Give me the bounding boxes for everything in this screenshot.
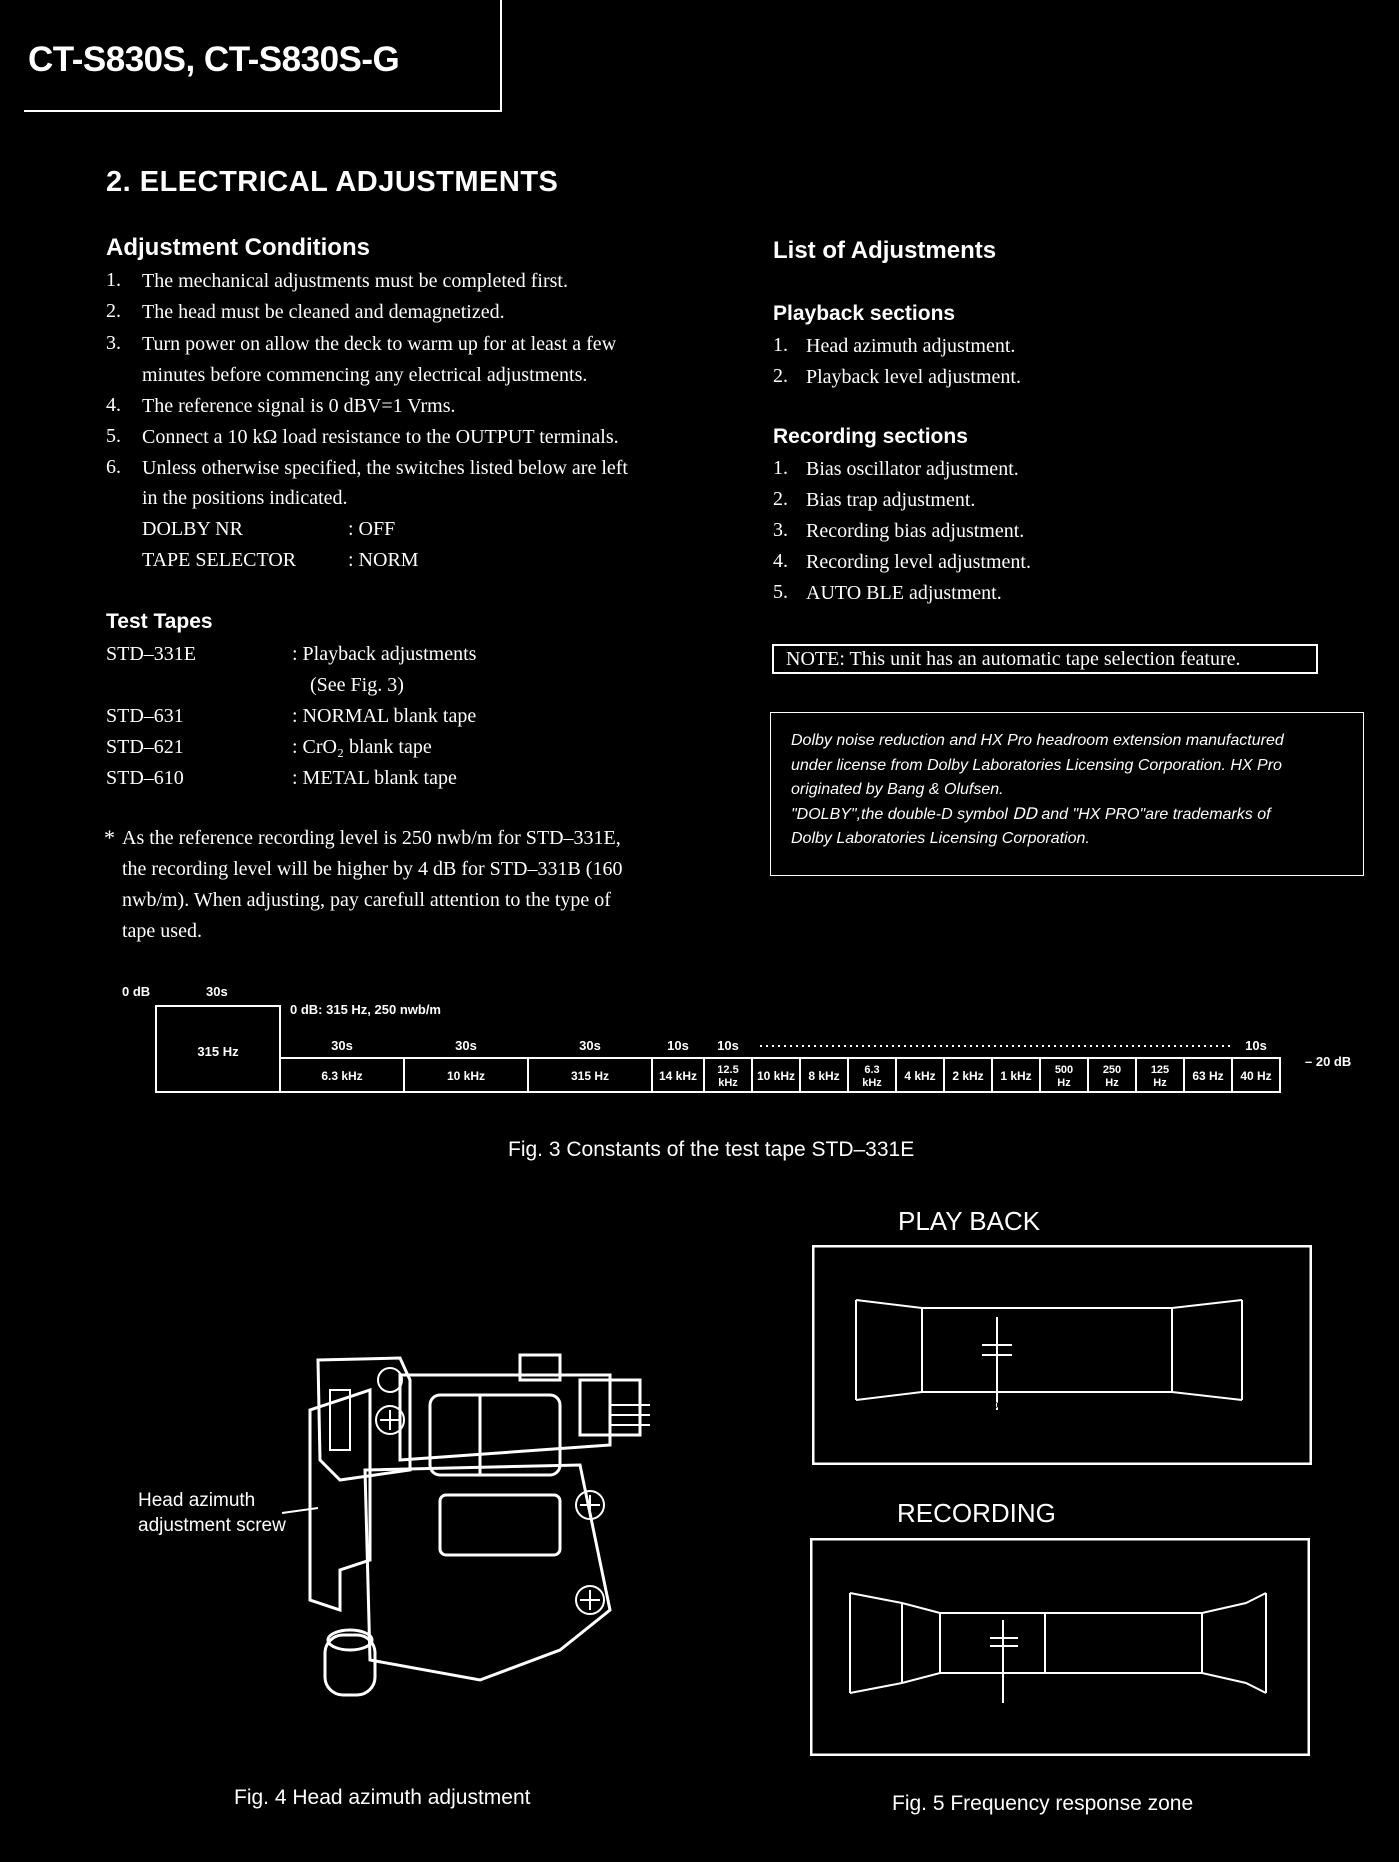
segment-freq: 500 bbox=[1054, 1064, 1074, 1076]
dolby-notice bbox=[770, 712, 1364, 876]
recording-title: RECORDING bbox=[897, 1498, 1056, 1528]
fig5-caption: Fig. 5 Frequency response zone bbox=[892, 1792, 1194, 1815]
rec-db: 3dB bbox=[908, 1636, 930, 1651]
switch-value: : OFF bbox=[348, 518, 396, 540]
rec-db: 1dB bbox=[1008, 1621, 1030, 1636]
cond-line: Turn power on allow the deck to warm up for at least a few bbox=[142, 333, 617, 355]
adj-item: Bias oscillator adjustment. bbox=[806, 458, 1019, 480]
tape-desc: : CrO₂ blank tape bbox=[292, 736, 432, 758]
segment-freq-unit: Hz bbox=[1057, 1077, 1071, 1089]
adj-item: Head azimuth adjustment. bbox=[806, 335, 1016, 357]
switch-name: TAPE SELECTOR bbox=[142, 549, 297, 571]
rec-db: 2dB bbox=[1050, 1636, 1072, 1651]
head-label bbox=[138, 1488, 286, 1538]
segment-freq: 14 kHz bbox=[658, 1069, 698, 1083]
adj-item: Recording level adjustment. bbox=[806, 551, 1031, 573]
cond-num: 3. bbox=[106, 332, 121, 354]
playback-heading: Playback sections bbox=[773, 302, 956, 325]
pb-label: 10kHz bbox=[1150, 1288, 1185, 1303]
playback-title: PLAY BACK bbox=[898, 1206, 1041, 1236]
auto-tape-note: NOTE: This unit has an automatic tape selection feature. bbox=[772, 644, 1318, 674]
cond-num: 6. bbox=[106, 456, 121, 478]
cond-num: 4. bbox=[106, 394, 121, 416]
ref-note: 0 dB: 315 Hz, 250 nwb/m bbox=[290, 1002, 441, 1017]
segment-freq: 4 kHz bbox=[904, 1069, 936, 1083]
pb-calibration: Calibration point, 315Hz bbox=[924, 1396, 1054, 1411]
cond-num: 1. bbox=[106, 269, 121, 291]
adj-num: 1. bbox=[773, 334, 788, 356]
pb-label: 14kHz bbox=[1210, 1283, 1245, 1298]
segment-time: 30s bbox=[579, 1038, 601, 1053]
dolby-line: Dolby noise reduction and HX Pro headroom extension manufactured bbox=[791, 732, 1284, 749]
segment-freq-unit: kHz bbox=[718, 1077, 738, 1089]
test-tapes-heading: Test Tapes bbox=[106, 610, 213, 633]
adj-num: 2. bbox=[773, 488, 788, 510]
pb-db: 3dB bbox=[1180, 1343, 1202, 1358]
head-label-line: Head azimuth bbox=[138, 1490, 256, 1511]
recording-heading: Recording sections bbox=[773, 425, 968, 448]
pb-label: 100Hz bbox=[914, 1285, 949, 1300]
dolby-line: "DOLBY",the double-D symbol ⅮⅮ and "HX PRO"are trademarks of bbox=[791, 805, 1271, 823]
segment-freq: 10 kHz bbox=[756, 1069, 796, 1083]
adj-item: Bias trap adjustment. bbox=[806, 489, 976, 511]
segment-freq: 315 Hz bbox=[570, 1069, 610, 1083]
adj-num: 1. bbox=[773, 457, 788, 479]
switch-value: : NORM bbox=[348, 549, 419, 571]
tape-desc: : Playback adjustments bbox=[292, 643, 477, 665]
rec-db: 5dB bbox=[856, 1636, 878, 1651]
head-lower bbox=[440, 1495, 560, 1555]
adjustments-heading: List of Adjustments bbox=[773, 237, 997, 264]
tape-constants-diagram bbox=[120, 984, 1370, 1124]
model-title: CT-S830S, CT-S830S-G bbox=[28, 40, 400, 79]
section-title: 2. ELECTRICAL ADJUSTMENTS bbox=[106, 166, 559, 198]
cond-line: Connect a 10 kΩ load resistance to the OUTPUT terminals. bbox=[142, 426, 619, 448]
rec-calibration: Calibration point, 400Hz NR on. bbox=[910, 1698, 1081, 1713]
head-assembly-illustration bbox=[280, 1350, 680, 1700]
tape-segments bbox=[156, 1006, 1280, 1092]
segment-freq-unit: Hz bbox=[1153, 1077, 1167, 1089]
rec-label: 10kHz bbox=[1174, 1580, 1209, 1595]
tape-constants-figure bbox=[120, 984, 1370, 1124]
rec-db: 5dB bbox=[1272, 1636, 1294, 1651]
cond-line: Unless otherwise specified, the switches listed below are left bbox=[142, 457, 628, 479]
first-time: 30s bbox=[206, 984, 228, 999]
segment-time: 30s bbox=[331, 1038, 353, 1053]
dolby-line: Dolby Laboratories Licensing Corporation. bbox=[791, 830, 1090, 847]
rec-label: 250Hz bbox=[930, 1590, 965, 1605]
segment-time: 10s bbox=[667, 1038, 689, 1053]
cond-line: The reference signal is 0 dBV=1 Vrms. bbox=[142, 395, 456, 417]
tape-id: STD–610 bbox=[106, 767, 184, 789]
head-face bbox=[430, 1395, 560, 1475]
level-minus20: – 20 dB bbox=[1305, 1054, 1352, 1069]
rec-label: 50Hz bbox=[834, 1566, 863, 1581]
note-line: As the reference recording level is 250 nwb/m for STD–331E, bbox=[122, 827, 621, 849]
cond-line: The head must be cleaned and demagnetized. bbox=[142, 301, 505, 323]
spring-icon bbox=[610, 1405, 650, 1425]
note-line: the recording level will be higher by 4 dB for STD–331B (160 bbox=[122, 858, 623, 880]
segment-freq: 250 bbox=[1102, 1064, 1122, 1076]
conditions-heading: Adjustment Conditions bbox=[106, 234, 370, 261]
segment-freq: 315 Hz bbox=[197, 1044, 239, 1059]
pb-db: 4dB bbox=[1248, 1343, 1270, 1358]
switch-name: DOLBY NR bbox=[142, 518, 243, 540]
pb-db: 4dB bbox=[868, 1343, 890, 1358]
dolby-line: originated by Bang & Olufsen. bbox=[791, 781, 1004, 798]
segment-freq: 125 bbox=[1150, 1064, 1170, 1076]
pb-db: 3dB bbox=[928, 1343, 950, 1358]
adj-item: Playback level adjustment. bbox=[806, 366, 1021, 388]
tape-desc: (See Fig. 3) bbox=[310, 674, 404, 696]
segment-time: 10s bbox=[717, 1038, 739, 1053]
head-label-line: adjustment screw bbox=[138, 1515, 286, 1536]
note-line: nwb/m). When adjusting, pay carefull attention to the type of bbox=[122, 889, 611, 911]
segment-freq-unit: Hz bbox=[1105, 1077, 1119, 1089]
recording-lower-limit bbox=[850, 1673, 1266, 1693]
segment-freq: 63 Hz bbox=[1192, 1069, 1224, 1083]
leader-line bbox=[282, 1508, 318, 1513]
cond-line: in the positions indicated. bbox=[142, 487, 348, 509]
segment-freq: 6.3 bbox=[864, 1064, 880, 1076]
fig4-caption: Fig. 4 Head azimuth adjustment bbox=[234, 1786, 531, 1809]
adj-num: 3. bbox=[773, 519, 788, 541]
rec-label: 5kHz bbox=[1036, 1590, 1065, 1605]
rec-label: 15kHz bbox=[1228, 1566, 1263, 1581]
pb-label: 50Hz bbox=[844, 1267, 873, 1282]
tape-id: STD–631 bbox=[106, 705, 184, 727]
capstan-top bbox=[328, 1630, 372, 1650]
adj-num: 2. bbox=[773, 365, 788, 387]
segment-freq: 6.3 kHz bbox=[321, 1069, 363, 1083]
tape-desc: : METAL blank tape bbox=[292, 767, 457, 789]
capstan bbox=[325, 1635, 375, 1695]
segment-freq: 40 Hz bbox=[1240, 1069, 1272, 1083]
rec-db: 3dB bbox=[1208, 1636, 1230, 1651]
segment-freq-unit: kHz bbox=[862, 1077, 882, 1089]
note-line: tape used. bbox=[122, 920, 202, 942]
adj-item: AUTO BLE adjustment. bbox=[806, 582, 1002, 604]
rec-label: 100Hz bbox=[880, 1576, 915, 1591]
cond-line: minutes before commencing any electrical adjustments. bbox=[142, 364, 588, 386]
segment-freq: 10 kHz bbox=[446, 1069, 486, 1083]
recording-zone-chart bbox=[810, 1538, 1310, 1756]
screw-icon bbox=[378, 1368, 402, 1392]
segment-freq: 8 kHz bbox=[808, 1069, 840, 1083]
cond-num: 5. bbox=[106, 425, 121, 447]
adj-item: Recording bias adjustment. bbox=[806, 520, 1025, 542]
segment-time: 10s bbox=[1245, 1038, 1267, 1053]
head-base bbox=[365, 1465, 610, 1680]
segment-freq: 1 kHz bbox=[1000, 1069, 1032, 1083]
note-asterisk: * bbox=[104, 825, 115, 850]
adj-num: 4. bbox=[773, 550, 788, 572]
tape-id: STD–621 bbox=[106, 736, 184, 758]
adj-num: 5. bbox=[773, 581, 788, 603]
segment-time: 30s bbox=[455, 1038, 477, 1053]
segment-freq: 2 kHz bbox=[952, 1069, 984, 1083]
tape-desc: : NORMAL blank tape bbox=[292, 705, 477, 727]
pb-db: 1.5dB bbox=[1002, 1325, 1034, 1340]
cond-line: The mechanical adjustments must be completed first. bbox=[142, 270, 568, 292]
segment-freq: 12.5 bbox=[717, 1064, 739, 1076]
tape-id: STD–331E bbox=[106, 643, 196, 665]
rec-db: 2dB bbox=[946, 1636, 968, 1651]
dolby-line: under license from Dolby Laboratories Licensing Corporation. HX Pro bbox=[791, 756, 1282, 774]
playback-zone-chart bbox=[812, 1245, 1312, 1465]
fig3-caption: Fig. 3 Constants of the test tape STD–331E bbox=[508, 1138, 915, 1161]
cond-num: 2. bbox=[106, 300, 121, 322]
level-0db: 0 dB bbox=[122, 984, 151, 999]
